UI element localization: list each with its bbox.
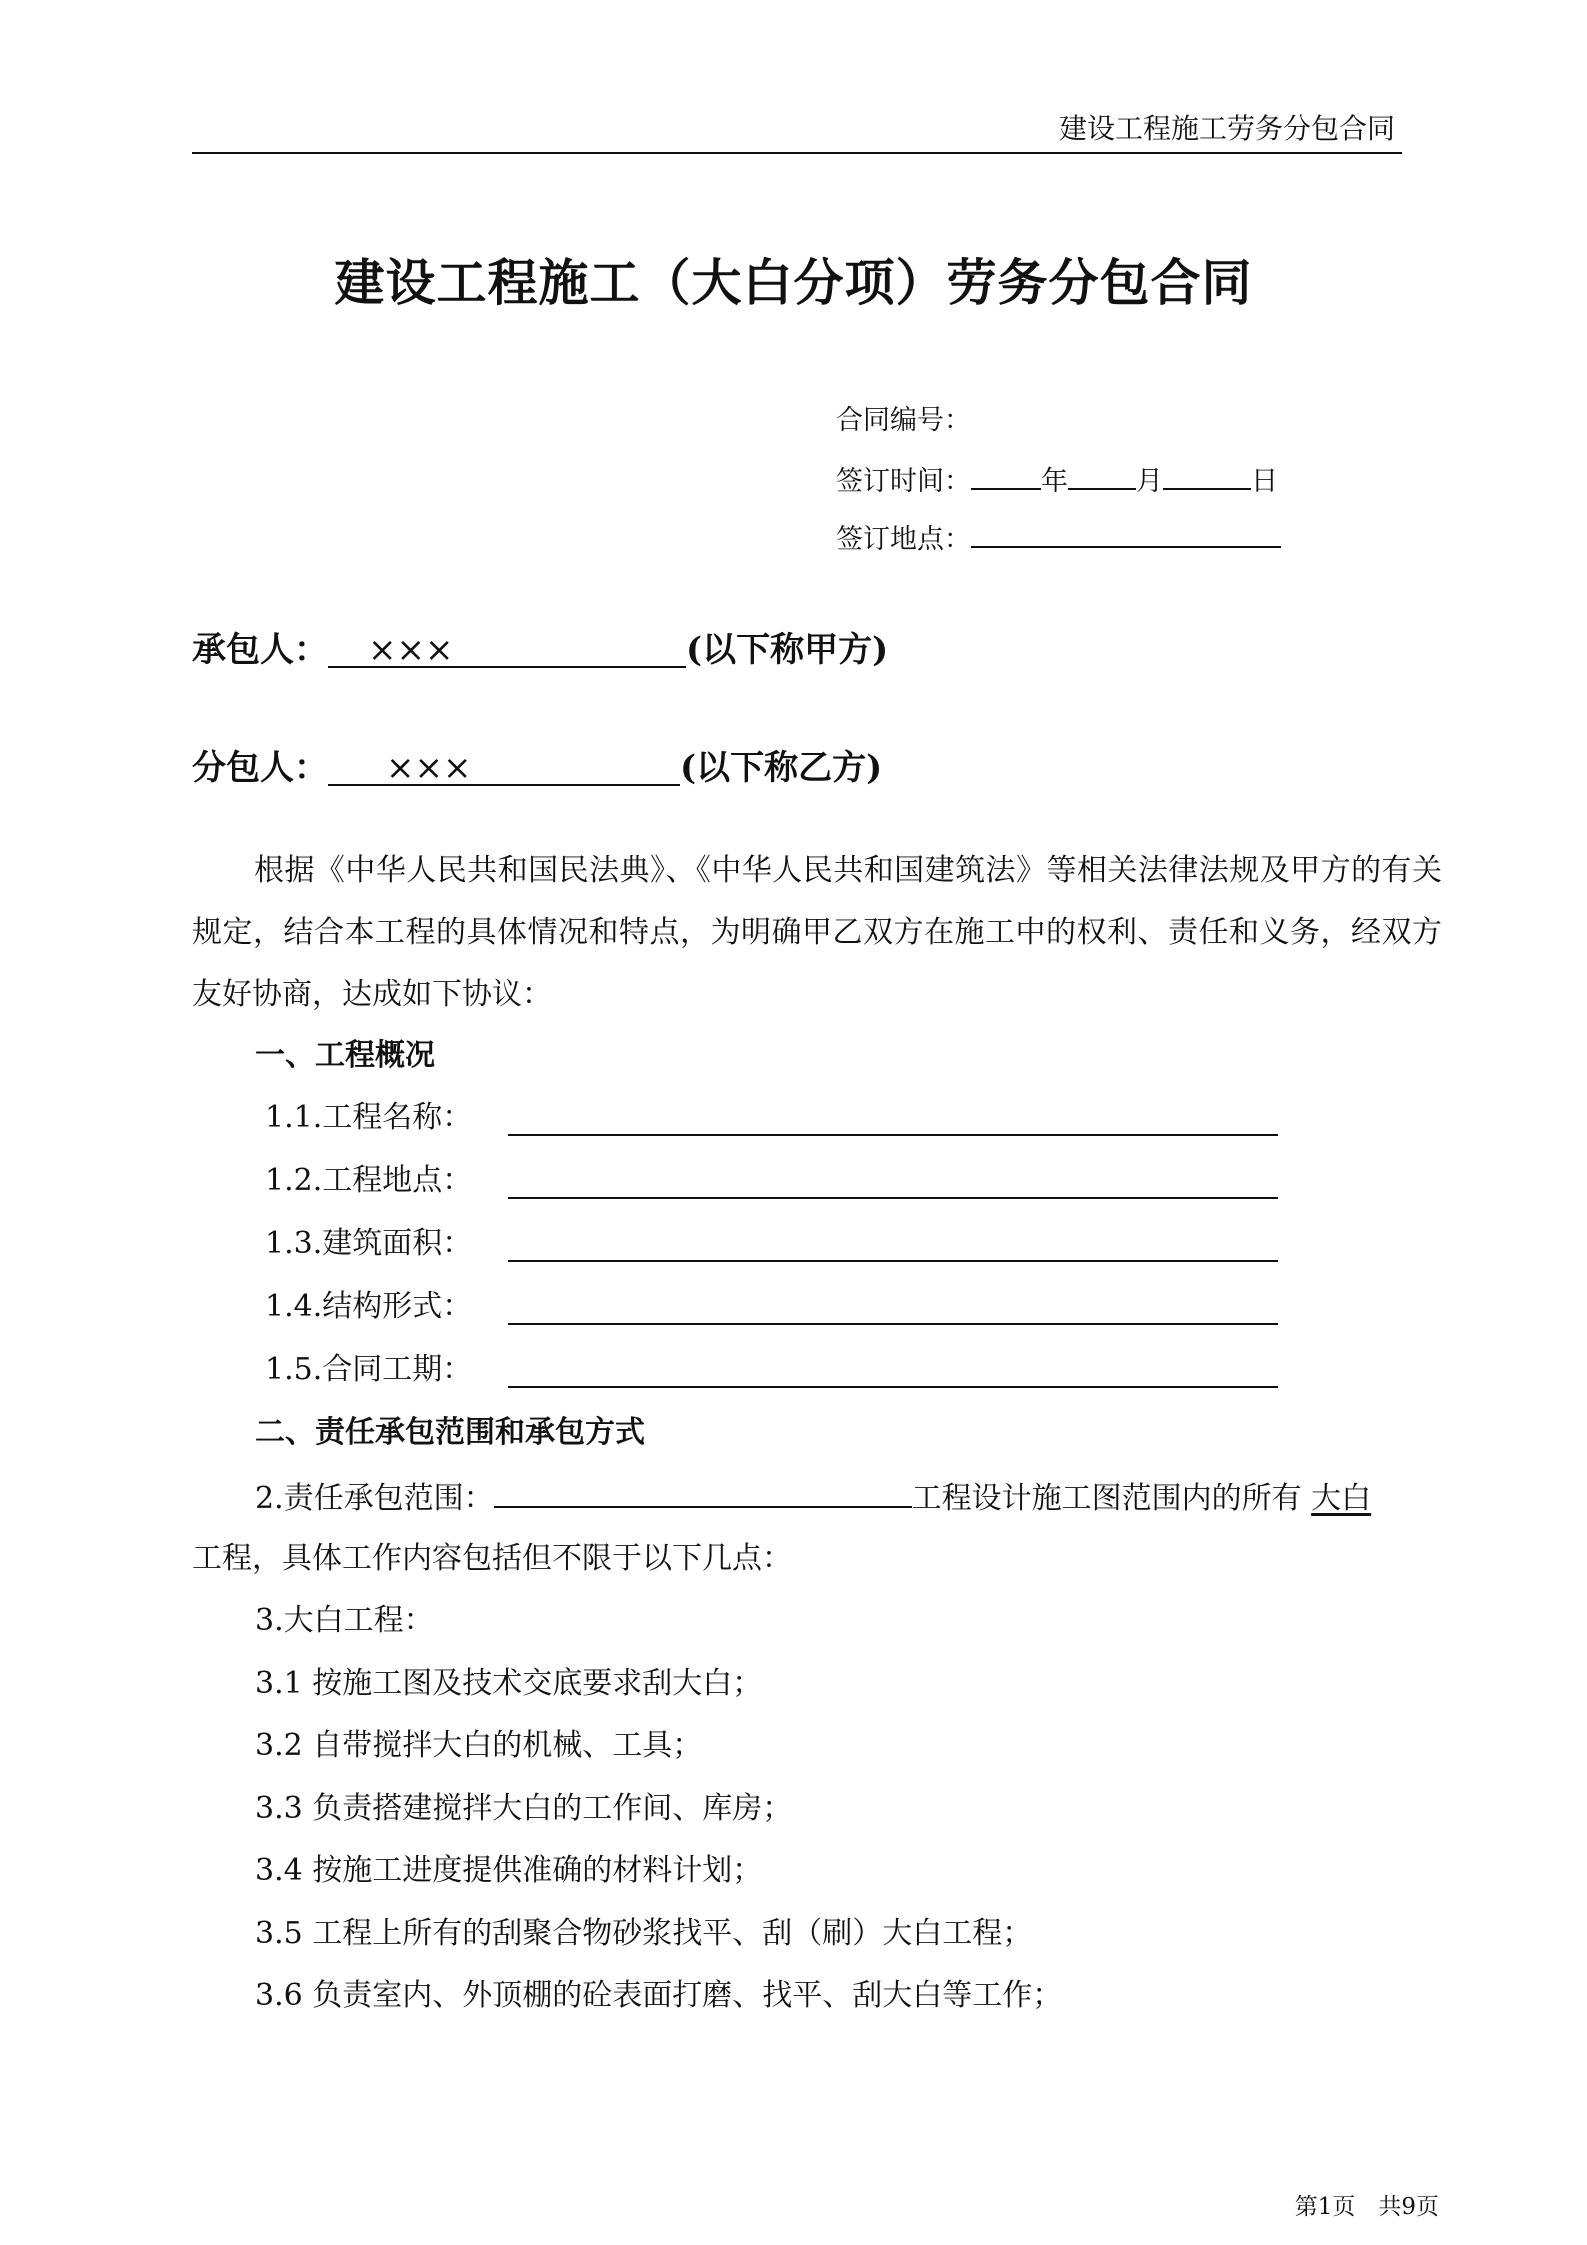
- subcontractor-value: ×××: [328, 746, 680, 786]
- scope-continued-line: 工程，具体工作内容包括但不限于以下几点：: [192, 1541, 792, 1576]
- contractor-row: [192, 628, 888, 672]
- section-3-item-1: 3.1 按施工图及技术交底要求刮大白；: [255, 1666, 763, 1701]
- item-project-location-blank: [508, 1197, 1278, 1199]
- item-project-name-blank: [508, 1134, 1278, 1136]
- contractor-label: 承包人：: [192, 630, 328, 670]
- sign-time-row: [836, 462, 1278, 499]
- scope-middle-text: 工程设计施工图范围内的所有: [911, 1481, 1302, 1516]
- subcontractor-label: 分包人：: [192, 748, 328, 788]
- item-building-area-blank: [508, 1260, 1278, 1262]
- item-structure-type-label: 1.4.结构形式：: [265, 1289, 473, 1324]
- section-3-item-6: 3.6 负责室内、外顶棚的砼表面打磨、找平、刮大白等工作；: [255, 1978, 1063, 2013]
- header-divider: [192, 152, 1402, 154]
- contract-number-label: 合同编号：: [836, 405, 971, 436]
- contract-number-row: [836, 404, 971, 438]
- item-project-location-label: 1.2.工程地点：: [265, 1163, 473, 1198]
- item-structure-type-blank: [508, 1323, 1278, 1325]
- item-contract-period-label: 1.5.合同工期：: [265, 1352, 473, 1387]
- item-building-area-label: 1.3.建筑面积：: [265, 1226, 473, 1261]
- sign-place-label: 签订地点：: [836, 524, 971, 555]
- sign-place-row: [836, 520, 1281, 557]
- intro-paragraph: 根据《中华人民共和国民法典》、《中华人民共和国建筑法》等相关法律法规及甲方的有关规定，结合本工程的具体情况和特点，为明确甲乙双方在施工中的权利、责任和义务，经双方友好协商，达成如下协议：: [192, 853, 1442, 1012]
- scope-blank: [494, 1476, 912, 1508]
- section-3-item-3: 3.3 负责搭建搅拌大白的工作间、库房；: [255, 1791, 793, 1826]
- sign-place-blank: [971, 520, 1281, 548]
- day-label: 日: [1251, 466, 1278, 497]
- contractor-value: ×××: [328, 628, 686, 668]
- section-1-heading: 一、工程概况: [255, 1038, 435, 1073]
- section-3-item-4: 3.4 按施工进度提供准确的材料计划；: [255, 1853, 763, 1888]
- document-title: 建设工程施工（大白分项）劳务分包合同: [334, 253, 1253, 312]
- contractor-suffix: (以下称甲方): [686, 630, 889, 670]
- section-3-item-2: 3.2 自带搅拌大白的机械、工具；: [255, 1728, 703, 1763]
- subcontractor-suffix: (以下称乙方): [680, 748, 883, 788]
- month-blank: [1068, 462, 1136, 490]
- year-label: 年: [1041, 466, 1068, 497]
- year-blank: [971, 462, 1041, 490]
- section-3-heading: 3.大白工程：: [255, 1603, 434, 1638]
- scope-underlined-text: 大白: [1311, 1481, 1372, 1516]
- subcontractor-row: [192, 746, 882, 790]
- sign-time-label: 签订时间：: [836, 466, 971, 497]
- section-3-item-5: 3.5 工程上所有的刮聚合物砂浆找平、刮（刷）大白工程；: [255, 1916, 1033, 1951]
- scope-label: 2.责任承包范围：: [255, 1481, 494, 1516]
- scope-line: [255, 1476, 1371, 1519]
- page-number: 第1页 共9页: [1294, 2194, 1439, 2220]
- section-2-heading: 二、责任承包范围和承包方式: [255, 1415, 645, 1450]
- item-contract-period-blank: [508, 1386, 1278, 1388]
- day-blank: [1163, 462, 1251, 490]
- running-header-title: 建设工程施工劳务分包合同: [1058, 112, 1395, 145]
- month-label: 月: [1136, 466, 1163, 497]
- item-project-name-label: 1.1.工程名称：: [265, 1100, 473, 1135]
